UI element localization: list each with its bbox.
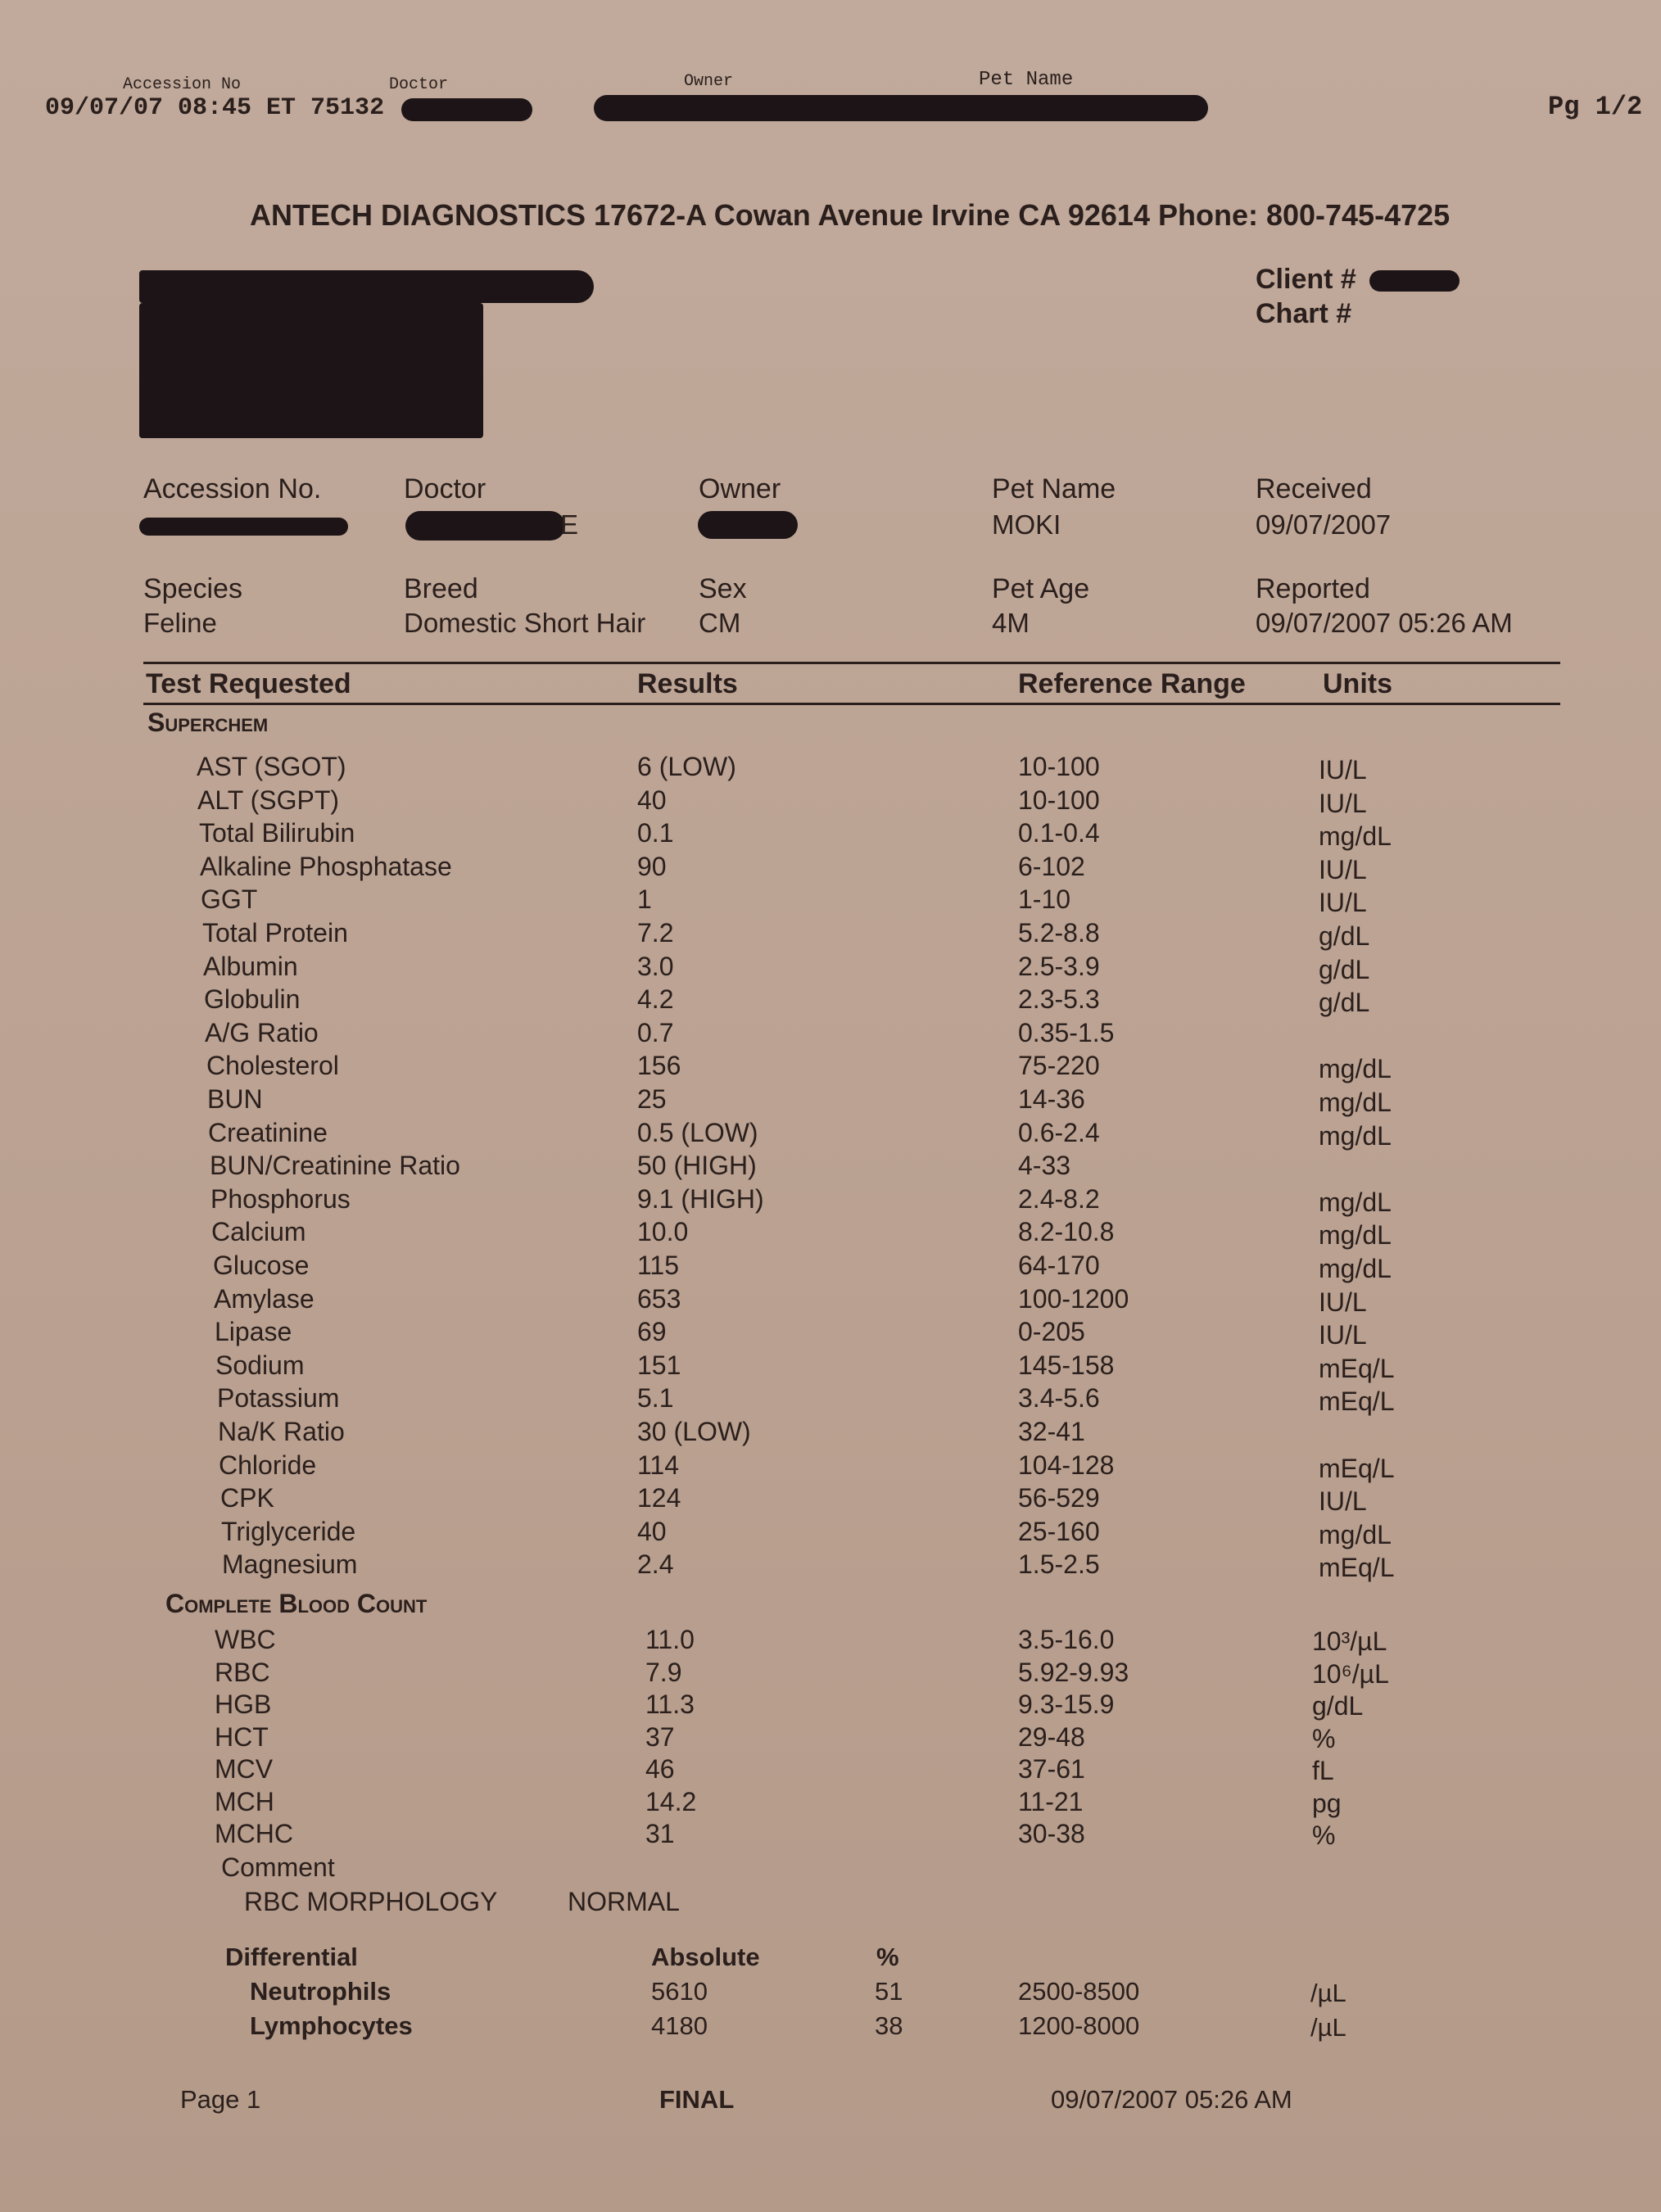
test-reference-range: 75-220 [1018, 1051, 1100, 1080]
test-units: g/dL [1319, 921, 1370, 951]
test-reference-range: 0.6-2.4 [1018, 1118, 1100, 1147]
test-name: Calcium [211, 1217, 306, 1246]
cbc-section-title: Complete Blood Count [165, 1589, 428, 1618]
test-result: 69 [637, 1317, 667, 1346]
cbc-result: 37 [645, 1722, 675, 1752]
pet-age-label: Pet Age [992, 573, 1090, 604]
test-result: 2.4 [637, 1549, 674, 1579]
breed-value: Domestic Short Hair [404, 608, 646, 638]
redaction-bar [401, 98, 532, 121]
differential-units: /µL [1310, 1979, 1346, 2007]
reported-label: Reported [1256, 573, 1370, 604]
test-units: mg/dL [1319, 1520, 1392, 1549]
differential-reference-range: 2500-8500 [1018, 1977, 1140, 2006]
test-units: mg/dL [1319, 1088, 1392, 1117]
test-name: Amylase [214, 1284, 315, 1314]
test-name: Na/K Ratio [218, 1417, 345, 1446]
test-reference-range: 0.1-0.4 [1018, 818, 1100, 848]
differential-test-name: Neutrophils [250, 1977, 391, 2006]
cbc-result: 7.9 [645, 1658, 682, 1687]
test-name: BUN/Creatinine Ratio [210, 1151, 460, 1180]
cbc-test-name: MCV [215, 1754, 274, 1784]
test-units: mg/dL [1319, 1220, 1392, 1250]
test-name: Phosphorus [210, 1184, 351, 1214]
test-units: IU/L [1319, 755, 1367, 785]
test-result: 115 [637, 1251, 680, 1280]
rbc-morphology-value: NORMAL [568, 1887, 680, 1916]
test-name: Creatinine [208, 1118, 328, 1147]
test-result: 7.2 [637, 918, 674, 948]
redaction-bar [139, 270, 594, 303]
redaction-bar [139, 405, 434, 438]
test-result: 0.7 [637, 1018, 674, 1047]
test-units: mg/dL [1319, 1121, 1392, 1151]
test-units: mg/dL [1319, 821, 1392, 851]
differential-percent: 38 [875, 2011, 903, 2040]
fax-timestamp: 09/07/07 08:45 ET 75132 [45, 94, 385, 122]
header-test-requested: Test Requested [146, 668, 351, 699]
test-result: 90 [637, 852, 667, 881]
test-name: Triglyceride [221, 1517, 356, 1546]
cbc-test-name: HGB [215, 1690, 272, 1719]
test-result: 156 [637, 1051, 681, 1080]
test-result: 0.1 [637, 818, 674, 848]
doctor-label: Doctor [404, 473, 487, 504]
test-result: 40 [637, 1517, 667, 1546]
cbc-result: 11.0 [645, 1625, 695, 1654]
cbc-result: 46 [645, 1754, 675, 1784]
test-result: 10.0 [637, 1217, 689, 1246]
footer-datetime: 09/07/2007 05:26 AM [1051, 2085, 1292, 2114]
test-result: 124 [637, 1483, 681, 1513]
test-result: 9.1 (HIGH) [637, 1184, 764, 1214]
test-reference-range: 100-1200 [1018, 1284, 1129, 1314]
test-result: 5.1 [637, 1383, 674, 1413]
cbc-units: 10⁶/µL [1312, 1659, 1389, 1689]
test-result: 114 [637, 1450, 680, 1480]
test-name: Alkaline Phosphatase [200, 852, 452, 881]
test-units: g/dL [1319, 988, 1370, 1017]
test-reference-range: 6-102 [1018, 852, 1085, 881]
sex-label: Sex [699, 573, 747, 604]
test-reference-range: 10-100 [1018, 785, 1100, 815]
redaction-bar [1369, 270, 1460, 292]
cbc-result: 11.3 [645, 1690, 695, 1719]
footer-page: Page 1 [180, 2085, 261, 2114]
test-name: CPK [220, 1483, 274, 1513]
table-header-rule [143, 703, 1560, 705]
redaction-bar [405, 511, 565, 541]
fax-owner-label: Owner [684, 72, 734, 91]
owner-label: Owner [699, 473, 781, 504]
test-reference-range: 145-158 [1018, 1350, 1115, 1380]
test-units: mg/dL [1319, 1187, 1392, 1217]
differential-absolute: 4180 [651, 2011, 708, 2040]
test-reference-range: 2.3-5.3 [1018, 984, 1100, 1014]
test-name: ALT (SGPT) [197, 785, 340, 815]
test-units: IU/L [1319, 888, 1367, 917]
test-name: Total Bilirubin [199, 818, 355, 848]
cbc-reference-range: 11-21 [1018, 1787, 1084, 1816]
differential-percent: 51 [875, 1977, 903, 2006]
test-reference-range: 0.35-1.5 [1018, 1018, 1115, 1047]
chart-number-label: Chart # [1256, 298, 1352, 329]
test-reference-range: 1.5-2.5 [1018, 1549, 1100, 1579]
cbc-units: g/dL [1312, 1691, 1364, 1721]
cbc-reference-range: 30-38 [1018, 1819, 1085, 1848]
test-name: Glucose [213, 1251, 310, 1280]
test-result: 30 (LOW) [637, 1417, 751, 1446]
test-reference-range: 64-170 [1018, 1251, 1100, 1280]
test-name: Potassium [217, 1383, 340, 1413]
test-reference-range: 104-128 [1018, 1450, 1115, 1480]
test-reference-range: 2.5-3.9 [1018, 952, 1100, 981]
test-name: Lipase [215, 1317, 292, 1346]
test-result: 50 (HIGH) [637, 1151, 757, 1180]
test-name: GGT [201, 884, 258, 914]
cbc-reference-range: 9.3-15.9 [1018, 1690, 1115, 1719]
reported-value: 09/07/2007 05:26 AM [1256, 608, 1513, 638]
fax-doctor-label: Doctor [389, 75, 449, 94]
cbc-reference-range: 29-48 [1018, 1722, 1085, 1752]
test-result: 6 (LOW) [637, 752, 736, 781]
test-result: 1 [637, 884, 652, 914]
cbc-test-name: WBC [215, 1625, 276, 1654]
test-units: IU/L [1319, 789, 1367, 818]
rbc-morphology-label: RBC MORPHOLOGY [244, 1887, 498, 1916]
differential-units: /µL [1310, 2013, 1346, 2042]
doctor-value-tail: E [560, 509, 579, 540]
test-units: mEq/L [1319, 1386, 1395, 1416]
test-name: Total Protein [202, 918, 348, 948]
test-name: Magnesium [222, 1549, 358, 1579]
test-reference-range: 2.4-8.2 [1018, 1184, 1100, 1214]
received-label: Received [1256, 473, 1372, 504]
test-name: BUN [207, 1084, 263, 1114]
test-reference-range: 14-36 [1018, 1084, 1085, 1114]
cbc-reference-range: 37-61 [1018, 1754, 1085, 1784]
differential-percent-label: % [876, 1943, 899, 1971]
cbc-test-name: RBC [215, 1658, 270, 1687]
cbc-units: 10³/µL [1312, 1626, 1387, 1656]
test-result: 653 [637, 1284, 681, 1314]
test-reference-range: 0-205 [1018, 1317, 1085, 1346]
header-reference-range: Reference Range [1018, 668, 1246, 699]
test-reference-range: 8.2-10.8 [1018, 1217, 1115, 1246]
header-units: Units [1323, 668, 1392, 699]
test-name: Sodium [215, 1350, 305, 1380]
test-units: mg/dL [1319, 1254, 1392, 1283]
test-units: IU/L [1319, 1486, 1367, 1516]
species-label: Species [143, 573, 242, 604]
test-result: 4.2 [637, 984, 674, 1014]
received-value: 09/07/2007 [1256, 509, 1392, 540]
test-units: mEq/L [1319, 1454, 1395, 1483]
test-units: IU/L [1319, 1320, 1367, 1350]
test-name: Cholesterol [206, 1051, 339, 1080]
test-units: mg/dL [1319, 1054, 1392, 1083]
test-reference-range: 3.4-5.6 [1018, 1383, 1100, 1413]
cbc-units: fL [1312, 1756, 1334, 1785]
table-top-rule [143, 662, 1560, 664]
test-result: 0.5 (LOW) [637, 1118, 758, 1147]
test-units: mEq/L [1319, 1354, 1395, 1383]
test-name: Globulin [204, 984, 301, 1014]
cbc-test-name: HCT [215, 1722, 269, 1752]
accession-label: Accession No. [143, 473, 322, 504]
redaction-bar [139, 518, 348, 536]
pet-age-value: 4M [992, 608, 1030, 638]
cbc-result: 14.2 [645, 1787, 697, 1816]
redaction-bar [594, 95, 1208, 121]
test-units: IU/L [1319, 1287, 1367, 1317]
sex-value: CM [699, 608, 741, 638]
cbc-units: % [1312, 1821, 1336, 1850]
test-name: Albumin [203, 952, 298, 981]
species-value: Feline [143, 608, 217, 638]
breed-label: Breed [404, 573, 478, 604]
test-name: A/G Ratio [205, 1018, 319, 1047]
redaction-bar [698, 511, 798, 539]
differential-absolute: 5610 [651, 1977, 708, 2006]
cbc-test-name: MCHC [215, 1819, 293, 1848]
test-reference-range: 56-529 [1018, 1483, 1100, 1513]
test-reference-range: 10-100 [1018, 752, 1100, 781]
test-units: IU/L [1319, 855, 1367, 884]
footer-status: FINAL [659, 2085, 735, 2114]
test-reference-range: 1-10 [1018, 884, 1071, 914]
pet-name-label: Pet Name [992, 473, 1116, 504]
pet-name-value: MOKI [992, 509, 1061, 540]
comment-label: Comment [221, 1852, 335, 1882]
differential-reference-range: 1200-8000 [1018, 2011, 1140, 2040]
differential-label: Differential [225, 1943, 358, 1971]
test-reference-range: 25-160 [1018, 1517, 1100, 1546]
cbc-result: 31 [645, 1819, 675, 1848]
client-number-label: Client # [1256, 264, 1356, 295]
differential-test-name: Lymphocytes [250, 2011, 413, 2040]
lab-header: ANTECH DIAGNOSTICS 17672-A Cowan Avenue Irvine CA 92614 Phone: 800-745-4725 [250, 198, 1451, 232]
test-units: mEq/L [1319, 1553, 1395, 1582]
test-result: 25 [637, 1084, 667, 1114]
fax-page-number: Pg 1/2 [1548, 92, 1643, 122]
cbc-units: % [1312, 1724, 1336, 1753]
test-reference-range: 32-41 [1018, 1417, 1085, 1446]
fax-accession-label: Accession No [123, 75, 242, 94]
test-result: 151 [637, 1350, 681, 1380]
cbc-test-name: MCH [215, 1787, 274, 1816]
test-name: AST (SGOT) [197, 752, 346, 781]
test-name: Chloride [219, 1450, 317, 1480]
fax-pet-label: Pet Name [979, 69, 1074, 91]
differential-absolute-label: Absolute [651, 1943, 760, 1971]
cbc-reference-range: 5.92-9.93 [1018, 1658, 1129, 1687]
test-units: g/dL [1319, 955, 1370, 984]
test-reference-range: 4-33 [1018, 1151, 1071, 1180]
header-results: Results [637, 668, 738, 699]
superchem-section-title: Superchem [147, 708, 269, 737]
test-result: 3.0 [637, 952, 674, 981]
test-reference-range: 5.2-8.8 [1018, 918, 1100, 948]
test-result: 40 [637, 785, 667, 815]
cbc-reference-range: 3.5-16.0 [1018, 1625, 1115, 1654]
cbc-units: pg [1312, 1789, 1342, 1818]
